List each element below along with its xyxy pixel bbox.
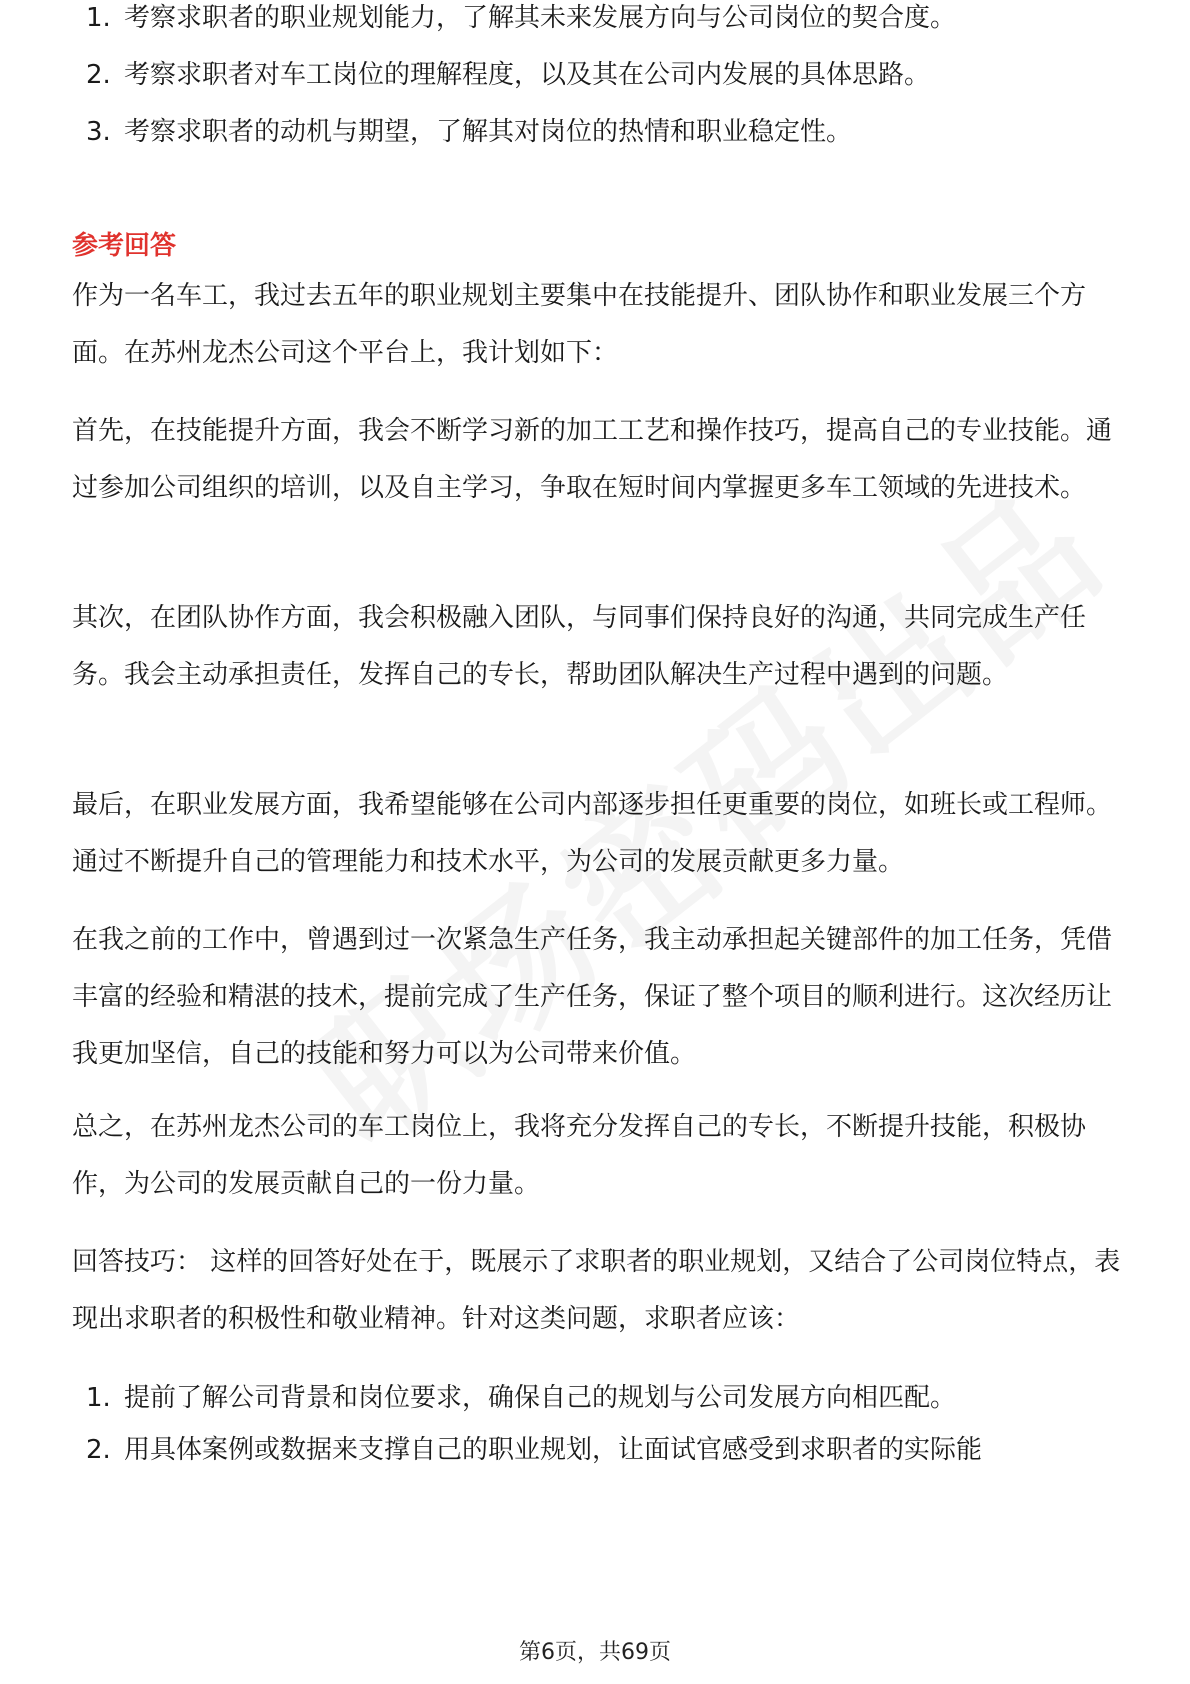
answer-paragraph: 作为一名车工，我过去五年的职业规划主要集中在技能提升、团队协作和职业发展三个方面。在苏州龙杰公司这个平台上，我计划如下： (72, 281, 1087, 368)
answer-paragraph: 其次，在团队协作方面，我会积极融入团队，与同事们保持良好的沟通，共同完成生产任务。我会主动承担责任，发挥自己的专长，帮助团队解决生产过程中遇到的问题。 (72, 603, 1087, 690)
list-number: 2. (86, 60, 111, 90)
list-number: 2. (86, 1435, 111, 1465)
answer-paragraph: 首先，在技能提升方面，我会不断学习新的加工工艺和操作技巧，提高自己的专业技能。通过参加公司组织的培训，以及自主学习，争取在短时间内掌握更多车工领域的先进技术。 (72, 416, 1113, 503)
list-item (72, 1430, 982, 1485)
list-number: 1. (86, 1383, 111, 1413)
list-text: 考察求职者的动机与期望，了解其对岗位的热情和职业稳定性。 (124, 117, 853, 147)
list-item (72, 55, 956, 112)
list-number: 1. (86, 3, 111, 33)
answer-paragraph: 总之，在苏州龙杰公司的车工岗位上，我将充分发挥自己的专长，不断提升技能，积极协作，为公司的发展贡献自己的一份力量。 (72, 1112, 1087, 1199)
list-item (72, 1378, 982, 1433)
list-text: 提前了解公司背景和岗位要求，确保自己的规划与公司发展方向相匹配。 (124, 1383, 957, 1413)
page-footer: 第6页，共69页 (519, 1640, 671, 1665)
answer-paragraph: 在我之前的工作中，曾遇到过一次紧急生产任务，我主动承担起关键部件的加工任务，凭借丰富的经验和精湛的技术，提前完成了生产任务，保证了整个项目的顺利进行。这次经历让我更加坚信，自己的技能和努力可以为公司带来价值。 (72, 925, 1113, 1069)
list-item (72, 0, 956, 55)
list-number: 3. (86, 117, 111, 147)
list-text: 用具体案例或数据来支撑自己的职业规划，让面试官感受到求职者的实际能 (124, 1435, 983, 1465)
answer-paragraph: 最后，在职业发展方面，我希望能够在公司内部逐步担任更重要的岗位，如班长或工程师。通过不断提升自己的管理能力和技术水平，为公司的发展贡献更多力量。 (72, 790, 1113, 877)
list-text: 考察求职者的职业规划能力，了解其未来发展方向与公司岗位的契合度。 (124, 3, 957, 33)
answer-tips-paragraph: 回答技巧： 这样的回答好处在于，既展示了求职者的职业规划，又结合了公司岗位特点，表现出求职者的积极性和敬业精神。针对这类问题，求职者应该： (72, 1247, 1121, 1334)
tips-list (72, 1383, 983, 1595)
list-item (72, 112, 956, 169)
list-text: 考察求职者对车工岗位的理解程度，以及其在公司内发展的具体思路。 (124, 60, 931, 90)
section-heading: 参考回答 (72, 231, 177, 261)
question-purpose-list (72, 3, 957, 201)
